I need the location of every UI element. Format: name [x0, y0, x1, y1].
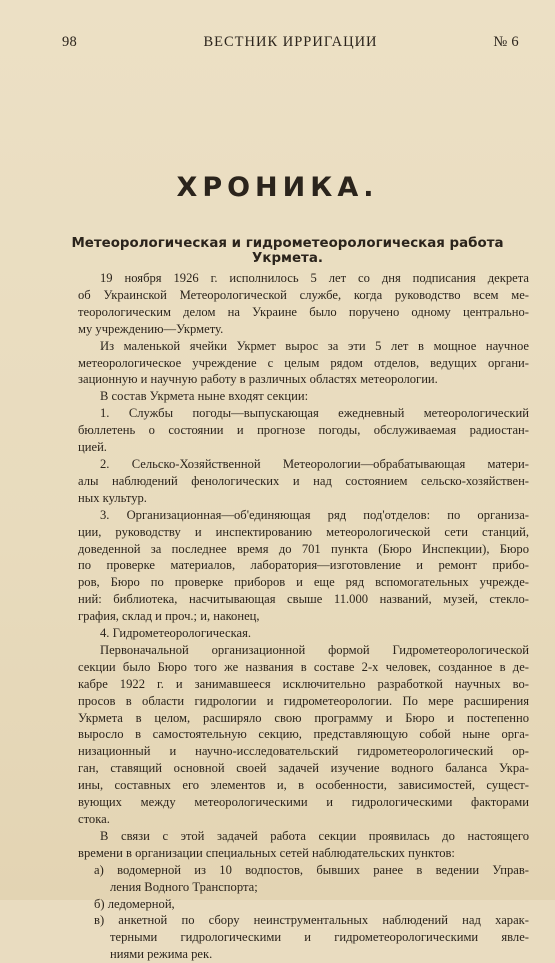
text-line: секции было Бюро того же названия в составе 2-х человек, созданное в де- — [78, 659, 529, 674]
text-line: цией. — [78, 440, 107, 455]
list-item: в) анкетной по сбору неинструментальных наблюдений над харак- — [94, 913, 529, 928]
text-line: В состав Укрмета ныне входят секции: — [100, 389, 309, 404]
article-title: Метеорологическая и гидрометеорологическая работа Укрмета. — [71, 236, 504, 266]
text-line: графия, склад и проч.; и, наконец, — [78, 609, 260, 624]
text-line: 4. Гидрометеорологическая. — [100, 626, 252, 641]
text-line: вующих между метеорологическими и гидрологическими факторами — [78, 795, 529, 810]
running-header — [62, 34, 519, 52]
text-line: просов в области гидрологии и гидрометеорологии. По мере расширения — [78, 693, 529, 708]
text-line: ний: библиотека, насчитывающая свыше 11.000 названий, музей, стекло- — [78, 592, 529, 607]
text-line: метеорологическое учреждение с целым рядом отделов, ведущих органи- — [78, 355, 529, 370]
text-line: В связи с этой задачей работа секции проявилась до настоящего — [100, 828, 529, 843]
article-body — [78, 270, 529, 963]
issue-number: № 6 — [493, 34, 519, 50]
text-line: ров, Бюро по проверке приборов и еще ряд вспомогательных учрежде- — [78, 575, 529, 590]
text-line: 3. Организационная—об'единяющая ряд под'отделов: по организа- — [100, 507, 529, 522]
text-line: об Украинской Метеорологической службе, когда руководство всем ме- — [78, 287, 529, 302]
list-item: терными гидрологическими и гидрометеорологическими явле- — [110, 930, 529, 945]
list-item: ниями режима рек. — [110, 947, 213, 962]
text-line: Первоначальной организационной формой Гидрометеорологической — [100, 642, 529, 657]
text-line: му учреждению—Укрмету. — [78, 321, 224, 336]
text-line: низационный и научно-исследовательский гидрометеорологический ор- — [78, 744, 529, 759]
text-line: зационную и научную работу в различных областях метеорологии. — [78, 372, 438, 387]
text-line: по проверке материалов, лаборатория—изготовление и ремонт прибо- — [78, 558, 529, 573]
journal-title: ВЕСТНИК ИРРИГАЦИИ — [203, 34, 378, 50]
text-line: доведенной за последнее время до 701 пункта (Бюро Инспекции), Бюро — [78, 541, 529, 556]
section-title: ХРОНИКА. — [176, 172, 379, 203]
list-item: б) ледомерной, — [94, 896, 175, 911]
text-line: 19 ноября 1926 г. исполнилось 5 лет со дня подписания декрета — [100, 271, 529, 285]
text-line: 1. Службы погоды—выпускающая ежедневный метеорологический — [100, 406, 529, 421]
text-line: времени в организации специальных сетей наблюдательских пунктов: — [78, 845, 455, 860]
list-item: ления Водного Транспорта; — [110, 879, 258, 894]
text-line: Укрмета в целом, расширяло свою программу и Бюро и постепенно — [78, 710, 529, 725]
text-line: теорологическим делом на Украине было поручено одному центрально- — [78, 304, 529, 319]
text-line: 2. Сельско-Хозяйственной Метеорологии—обрабатывающая матери- — [100, 456, 529, 471]
text-line: ины, составных его элементов и, в особенности, зависимостей, сущест- — [78, 778, 529, 793]
text-line: ции, руководству и инспектированию метеорологической сети станций, — [78, 524, 529, 539]
text-line: ган, ставящий основной своей задачей изучение водного баланса Укра- — [78, 761, 529, 776]
text-line: алы наблюдений фенологических и над состоянием сельско-хозяйствен- — [78, 473, 529, 488]
text-line: ных культур. — [78, 490, 147, 505]
text-line: бюллетень о состоянии и прогнозе погоды, обслуживаемая радиостан- — [78, 423, 529, 438]
text-line: кабре 1922 г. и занимавшееся исключительно разработкой научных во- — [78, 676, 529, 691]
text-line: Из маленькой ячейки Укрмет вырос за эти 5 лет в мощное научное — [100, 338, 529, 353]
list-item: а) водомерной из 10 водпостов, бывших ранее в ведении Управ- — [94, 862, 529, 877]
text-line: выросло в самостоятельную секцию, представляющую собой ныне орга- — [78, 727, 529, 742]
page-number: 98 — [62, 34, 78, 50]
text-line: стока. — [78, 812, 110, 826]
